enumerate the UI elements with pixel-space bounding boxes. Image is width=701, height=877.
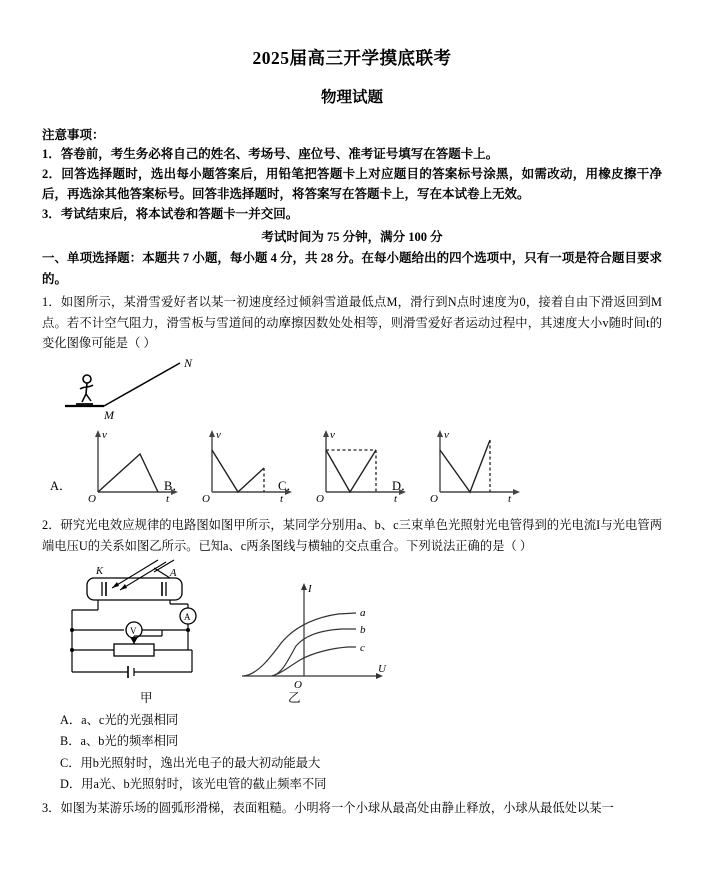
option-B-label[interactable]: B． xyxy=(164,478,185,493)
option-D-vt-graph xyxy=(420,428,524,505)
graph-caption: 乙 xyxy=(288,691,301,706)
current-voltage-graph xyxy=(238,580,408,692)
section-heading-single-choice: 一、单项选择题：本题共 7 小题，每小题 4 分，共 28 分。在每小题给出的四个选项中，只有一项是符合题目要求的。 xyxy=(42,251,662,286)
exam-meta: 考试时间为 75 分钟，满分 100 分 xyxy=(261,229,443,244)
axis-label-v: v xyxy=(330,428,335,441)
axis-origin-O: O xyxy=(430,492,438,505)
question-1-text: 1．如图所示，某滑雪爱好者以某一初速度经过倾斜雪道最低点M，滑行到N点时速度为0，接着自由下滑返回到M点。若不计空气阻力，滑雪板与雪道间的动摩擦因数处处相等，则滑雪爱好者运动过程中，其速度大小v随时间t的变化图像可能是（ ） xyxy=(42,294,662,351)
page-subtitle: 物理试题 xyxy=(320,89,383,106)
axis-origin-O: O xyxy=(88,492,96,505)
axis-label-I: I xyxy=(308,583,312,596)
question-3-text: 3．如图为某游乐场的圆弧形滑梯，表面粗糙。小明将一个小球从最高处由静止释放，小球从最低处以某一 xyxy=(42,800,614,815)
label-M: M xyxy=(104,407,114,422)
page-content xyxy=(42,0,662,818)
option-C-label[interactable]: C． xyxy=(278,478,299,493)
axis-label-t: t xyxy=(508,492,512,505)
axis-label-t: t xyxy=(394,492,398,505)
axis-label-t: t xyxy=(280,492,284,505)
circuit-caption: 甲 xyxy=(140,691,153,706)
page-title: 2025届高三开学摸底联考 xyxy=(252,48,452,68)
curve-label-c: c xyxy=(360,642,365,655)
curve-label-b: b xyxy=(360,624,366,637)
axis-label-v: v xyxy=(102,428,107,441)
label-K: K xyxy=(96,566,104,578)
question-2-figures xyxy=(42,560,662,710)
notice-item-3: 3．考试结束后，将本试卷和答题卡一并交回。 xyxy=(42,207,299,222)
question-2-text: 2．研究光电效应规律的电路图如图甲所示，某同学分别用a、b、c三束单色光照射光电管得到的光电流I与光电管两端电压U的关系如图乙所示。已知a、c两条图线与横轴的交点重合。下列说法正确的是（ ） xyxy=(42,517,662,553)
option-A-label[interactable]: A． xyxy=(50,478,72,493)
question-1-figure xyxy=(42,356,662,426)
voltmeter-icon: V xyxy=(130,626,137,637)
photoelectric-circuit-diagram xyxy=(62,560,262,688)
notice-item-1: 1．答卷前，考生务必将自己的姓名、考场号、座位号、准考证号填写在答题卡上。 xyxy=(42,146,499,161)
label-A: A xyxy=(170,568,177,580)
question-1-options-figure xyxy=(42,426,662,512)
notice-item-2: 2．回答选择题时，选出每小题答案后，用铅笔把答题卡上对应题目的答案标号涂黑，如需改动，用橡皮擦干净后，再选涂其他答案标号。回答非选择题时，将答案写在答题卡上，写在本试卷上无效。 xyxy=(42,166,662,202)
question-2-option-A[interactable]: A．a、c光的光强相同 xyxy=(60,713,179,728)
axis-label-t: t xyxy=(166,492,170,505)
option-D-label[interactable]: D． xyxy=(392,478,414,493)
label-N: N xyxy=(184,355,193,370)
notice-heading: 注意事项： xyxy=(42,127,105,142)
curve-label-a: a xyxy=(360,607,366,620)
axis-origin-O: O xyxy=(294,679,302,692)
ammeter-icon: A xyxy=(184,612,191,623)
axis-label-U: U xyxy=(378,663,386,676)
ski-slope-diagram xyxy=(60,355,260,424)
question-2-option-B[interactable]: B．a、b光的频率相同 xyxy=(60,734,179,749)
axis-origin-O: O xyxy=(316,492,324,505)
axis-label-v: v xyxy=(444,428,449,441)
axis-origin-O: O xyxy=(202,492,210,505)
question-2-option-D[interactable]: D．用a光、b光照射时，该光电管的截止频率不同 xyxy=(60,776,327,791)
question-2-option-C[interactable]: C．用b光照射时，逸出光电子的最大初动能最大 xyxy=(60,755,321,770)
axis-label-v: v xyxy=(216,428,221,441)
